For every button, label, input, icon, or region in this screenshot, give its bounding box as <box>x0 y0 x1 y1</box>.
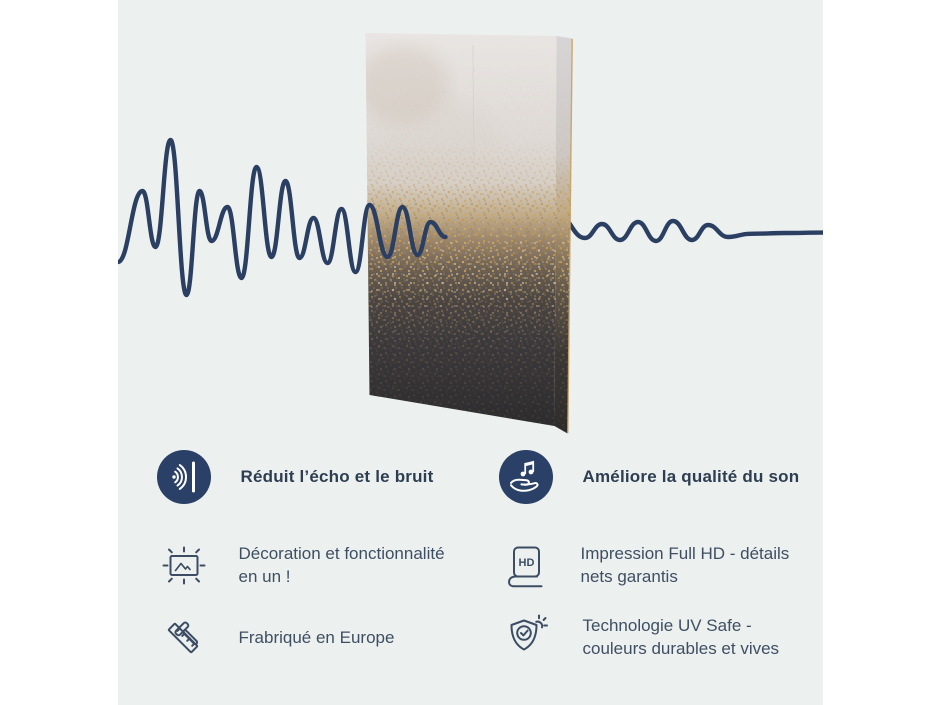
tools-icon <box>161 614 207 660</box>
uv-shield-icon <box>503 613 551 661</box>
feature-label: Améliore la qualité du son <box>582 467 800 486</box>
feature-made-in-europe <box>161 614 395 660</box>
full-hd-print-icon <box>503 542 549 588</box>
feature-label: Impression Full HD - détails nets garantis <box>580 544 790 586</box>
feature-label: Frabriqué en Europe <box>238 627 395 647</box>
acoustic-panel-artwork <box>118 0 823 705</box>
feature-reduce-echo <box>157 450 434 504</box>
sound-quality-icon <box>499 450 553 504</box>
sound-wave-damped <box>558 215 823 241</box>
feature-decoration <box>161 542 464 588</box>
product-image <box>118 0 823 705</box>
feature-full-hd-print <box>503 542 806 588</box>
canvas-panel <box>358 28 580 440</box>
feature-label: Technologie UV Safe - couleurs durables et vives <box>582 616 780 658</box>
feature-label: Décoration et fonctionnalité en un ! <box>238 544 445 586</box>
decoration-frame-icon <box>161 542 207 588</box>
sound-absorption-icon <box>157 450 211 504</box>
feature-label: Réduit l’écho et le bruit <box>240 467 434 486</box>
feature-uv-safe <box>503 614 808 660</box>
feature-sound-quality <box>499 450 800 504</box>
hd-badge-label: HD <box>518 557 534 569</box>
